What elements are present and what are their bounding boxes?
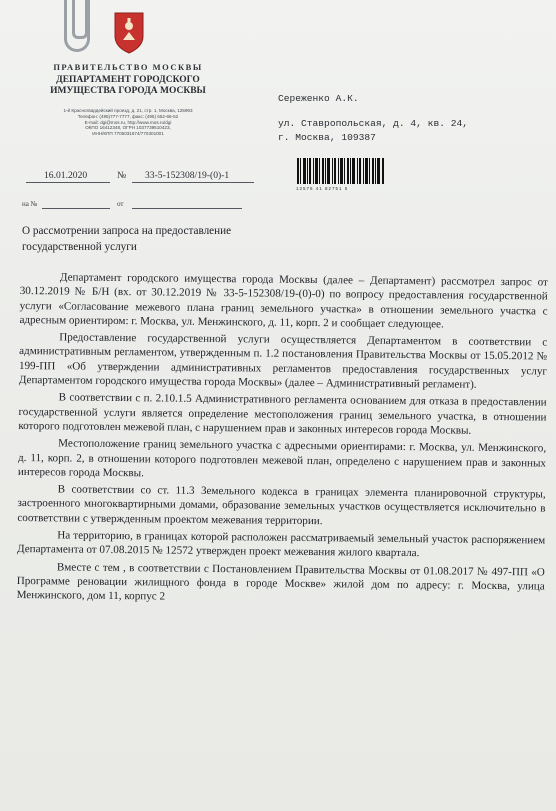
contact-line: E-mail: dgi@mos.ru, http://www.mos.ru/dgi: [84, 119, 172, 125]
reference-number-underline: [42, 208, 110, 209]
paperclip-icon: [64, 0, 90, 52]
letter-body: [16, 270, 547, 611]
body-paragraph: В соответствии с п. 2.10.1.5 Административного регламента основанием для отказа в предоставлении государственной услуги является определение местоположения границ земельного участка, в отношении которого подготовлен межевой план, с нарушением прав и законных интересов города Москвы.: [18, 391, 547, 437]
registration-number-label: №: [117, 170, 127, 181]
barcode-number: 12576 41 82751 5: [296, 186, 349, 191]
recipient-address-line: г. Москва, 109387: [278, 132, 376, 143]
body-paragraph: Предоставление государственной услуги осуществляется Департаментом в соответствии с административным регламентом, утвержденным п. 1.2 постановления Правительства Москвы от 15.05.2012 № 199-ПП «Об утверждении административных регламентов предоставления государственных услуг Департаментом городского имущества города Москвы» (далее – Административный регламент).: [18, 331, 548, 391]
department-title-line: ДЕПАРТАМЕНТ ГОРОДСКОГО: [56, 75, 200, 85]
reference-number-label: на №: [22, 200, 38, 208]
contact-line: 1-й Красногвардейский проезд, д. 21, стр. 1, Москва, 125993: [63, 108, 193, 113]
contact-line: ИНН/КПП 7705031674/770301001: [92, 131, 164, 137]
reference-date-label: от: [117, 200, 124, 208]
department-title-line: ИМУЩЕСТВА ГОРОДА МОСКВЫ: [50, 86, 206, 96]
recipient-address-line: ул. Ставропольская, д. 4, кв. 24,: [278, 118, 468, 129]
registration-date-underline: [26, 182, 110, 183]
body-paragraph: Вместе с тем , в соответствии с Постановлением Правительства Москвы от 01.08.2017 № 497-ПП «О Программе реновации жилищного фонда в городе Москве» жилой дом по адресу: г. Москва, улица Менжинского, дом 11, корпус 2: [16, 561, 545, 603]
body-paragraph: В соответствии со ст. 11.3 Земельного кодекса в границах элемента планировочной структуры, застроенного многоквартирными домами, образование земельных участков осуществляется исключительно в соответствии с утвержденным проектом межевания территории.: [17, 483, 546, 527]
registration-number: 33-5-152308/19-(0)-1: [145, 170, 230, 181]
registration-number-underline: [132, 182, 254, 183]
body-paragraph: Департамент городского имущества города Москвы (далее – Департамент) рассмотрел запрос от 30.12.2019 № Б/Н (вх. от 30.12.2019 № 33-5-152308/19-(0)-0) по вопросу предоставления государственной услуги «Согласование межевого плана границ земельного участка» в отношении земельного участка с адресным ориентиром: г. Москва, ул. Менжинского, д. 11, корп. 2 и сообщает следующее.: [19, 271, 548, 331]
recipient-name: Сереженко А.К.: [278, 93, 359, 104]
government-title: ПРАВИТЕЛЬСТВО МОСКВЫ: [53, 62, 203, 72]
body-paragraph: На территорию, в границах которой расположен рассматриваемый земельный участок распоряжением Департамента от 07.08.2015 № 12572 утвержден проект межевания жилого квартала.: [17, 529, 546, 560]
reference-date-underline: [132, 208, 242, 209]
registration-date: 16.01.2020: [44, 170, 88, 181]
contact-line: Телефон: (495)777-7777, факс: (495) 652-66-52: [77, 113, 179, 119]
barcode-icon: [296, 158, 386, 184]
contact-line: ОКПО 16412348, ОГРН 1037739510423,: [85, 125, 171, 131]
department-title: [30, 75, 226, 97]
department-contacts: [30, 108, 226, 137]
letter-subject: О рассмотрении запроса на предоставление государственной услуги: [22, 225, 232, 253]
moscow-coat-of-arms-icon: [112, 10, 146, 54]
body-paragraph: Местоположение границ земельного участка с адресными ориентирами: г. Москва, ул. Менжинского, д. 11, корп. 2, в отношении которого подготовлен межевой план, определено с нарушением прав и законных интересов города Москвы.: [17, 437, 547, 480]
